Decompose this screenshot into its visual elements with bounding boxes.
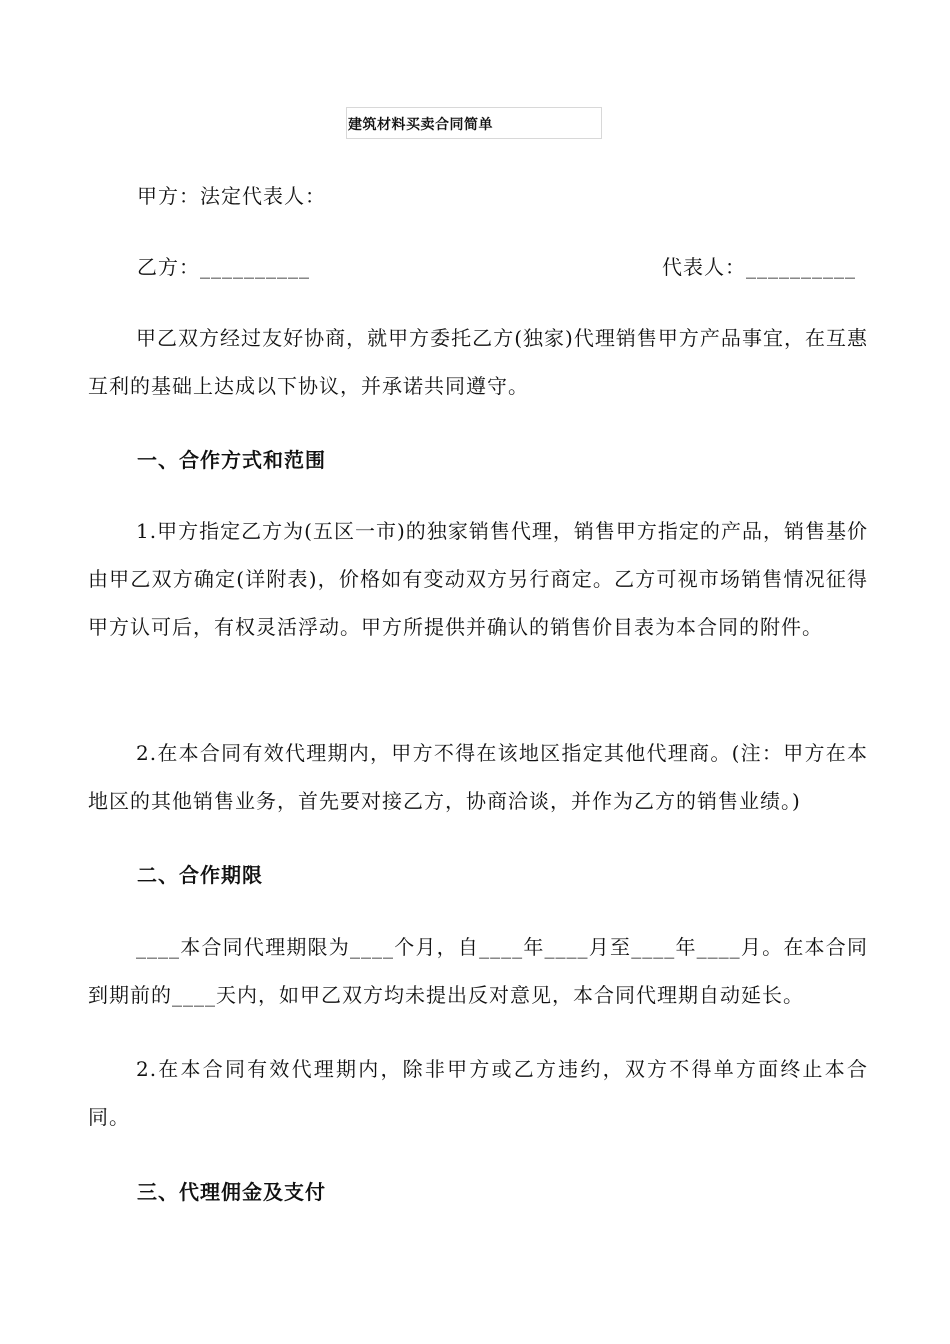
- document-title: 建筑材料买卖合同简单: [348, 117, 493, 133]
- intro-paragraph: 甲乙双方经过友好协商，就甲方委托乙方(独家)代理销售甲方产品事宜，在互惠互利的基础上达成以下协议，并承诺共同遵守。: [88, 326, 868, 398]
- section-1-paragraph-2: 2.在本合同有效代理期内，甲方不得在该地区指定其他代理商。(注：甲方在本地区的其他销售业务，首先要对接乙方，协商洽谈，并作为乙方的销售业绩。): [88, 741, 868, 813]
- section-heading-1: 一、合作方式和范围: [137, 448, 326, 472]
- section-1-paragraph-1: 1.甲方指定乙方为(五区一市)的独家销售代理，销售甲方指定的产品，销售基价由甲乙双方确定(详附表)，价格如有变动双方另行商定。乙方可视市场销售情况征得甲方认可后，有权灵活浮动。甲方所提供并确认的销售价目表为本合同的附件。: [88, 519, 868, 639]
- section-heading-3: 三、代理佣金及支付: [137, 1180, 326, 1204]
- section-heading-2: 二、合作期限: [137, 863, 263, 887]
- representative-line: 代表人：__________: [662, 255, 856, 279]
- party-a-line: 甲方：法定代表人：: [137, 184, 326, 208]
- party-b-line: 乙方：__________: [137, 255, 310, 279]
- section-2-paragraph-1: ____本合同代理期限为____个月，自____年____月至____年____月。在本合同到期前的____天内，如甲乙双方均未提出反对意见，本合同代理期自动延长。: [88, 935, 868, 1007]
- section-2-paragraph-2: 2.在本合同有效代理期内，除非甲方或乙方违约，双方不得单方面终止本合同。: [88, 1057, 868, 1129]
